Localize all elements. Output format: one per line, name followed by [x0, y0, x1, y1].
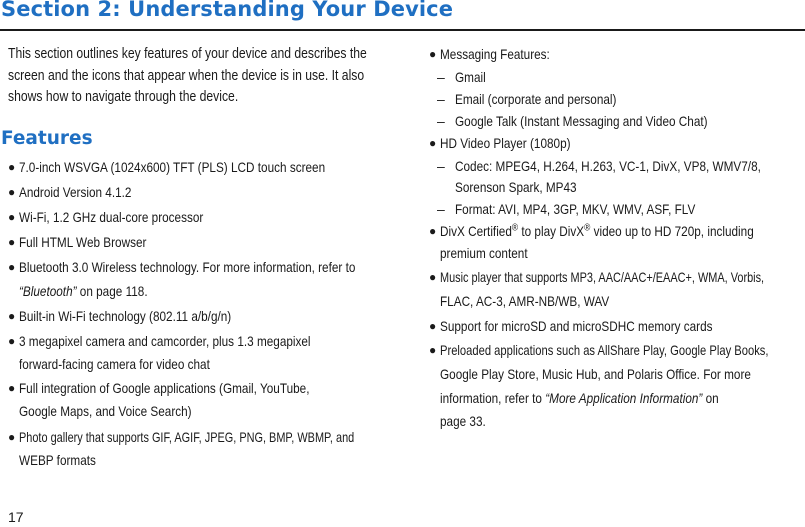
- more-app-info-reference-link[interactable]: “More Application Information”: [545, 390, 703, 406]
- list-item-text: on: [702, 390, 719, 406]
- bullet-icon: ●: [8, 260, 16, 274]
- bullet-icon: ●: [429, 224, 437, 238]
- bullet-icon: ●: [8, 334, 16, 348]
- bullet-icon: ●: [429, 343, 437, 357]
- list-item-text: Photo gallery that supports GIF, AGIF, JPEG, PNG, BMP, WBMP, and: [19, 429, 355, 445]
- bullet-icon: ●: [429, 319, 437, 333]
- sub-list-item-text: Email (corporate and personal): [455, 91, 617, 107]
- bullet-icon: ●: [8, 160, 16, 174]
- sub-list-item-text: Gmail: [455, 69, 486, 85]
- list-item-text: WEBP formats: [19, 452, 96, 468]
- list-item-text: HD Video Player (1080p): [440, 135, 571, 151]
- divx-text: to play DivX: [518, 223, 585, 239]
- list-item-text: 7.0-inch WSVGA (1024x600) TFT (PLS) LCD touch screen: [19, 159, 326, 175]
- list-item-text: Messaging Features:: [440, 46, 550, 62]
- bullet-icon: ●: [8, 210, 16, 224]
- list-item-text: Preloaded applications such as AllShare Play, Google Play Books,: [440, 342, 769, 358]
- bullet-icon: ●: [429, 47, 437, 61]
- bullet-icon: ●: [8, 235, 16, 249]
- registered-mark: ®: [584, 222, 591, 234]
- page-reference: on page 118.: [76, 283, 148, 299]
- dash-icon: –: [437, 201, 445, 217]
- list-item-text: FLAC, AC-3, AMR-NB/WB, WAV: [440, 293, 610, 309]
- dash-icon: –: [437, 113, 445, 129]
- list-item-text: Google Maps, and Voice Search): [19, 403, 192, 419]
- list-item-text: Bluetooth 3.0 Wireless technology. For more information, refer to: [19, 259, 356, 275]
- list-item-text: forward-facing camera for video chat: [19, 356, 210, 372]
- list-item-text: Full integration of Google applications (Gmail, YouTube,: [19, 380, 310, 396]
- list-item-text: Google Play Store, Music Hub, and Polaris Office. For more: [440, 366, 751, 382]
- list-item-text: Built-in Wi-Fi technology (802.11 a/b/g/n): [19, 308, 232, 324]
- sub-list-item-text: Format: AVI, MP4, 3GP, MKV, WMV, ASF, FLV: [455, 201, 696, 217]
- page-reference: page 33.: [440, 413, 486, 429]
- dash-icon: –: [437, 158, 445, 174]
- list-item-text: Android Version 4.1.2: [19, 184, 132, 200]
- list-item-text: Music player that supports MP3, AAC/AAC+/EAAC+, WMA, Vorbis,: [440, 269, 765, 285]
- sub-list-item-text: Codec: MPEG4, H.264, H.263, VC-1, DivX, VP8, WMV7/8,: [455, 158, 761, 174]
- features-heading: Features: [1, 128, 93, 149]
- bullet-icon: ●: [429, 136, 437, 150]
- bluetooth-reference-link[interactable]: “Bluetooth”: [19, 283, 77, 299]
- list-item-text: Full HTML Web Browser: [19, 234, 147, 250]
- list-item-text: information, refer to: [440, 390, 546, 406]
- intro-paragraph: This section outlines key features of your device and describes the screen and the icons that appear when the device is in use. It also shows how to navigate through the device.: [8, 46, 367, 105]
- divx-video-text: video up to HD 720p, including: [590, 223, 754, 239]
- list-item-text: premium content: [440, 245, 528, 261]
- list-item-text: Support for microSD and microSDHC memory cards: [440, 318, 713, 334]
- sub-list-item-text: Sorenson Spark, MP43: [455, 179, 577, 195]
- bullet-icon: ●: [8, 430, 16, 444]
- list-item-text: Wi-Fi, 1.2 GHz dual-core processor: [19, 209, 204, 225]
- page-number: 17: [8, 509, 24, 525]
- bullet-icon: ●: [429, 270, 437, 284]
- bullet-icon: ●: [8, 309, 16, 323]
- list-item-text: 3 megapixel camera and camcorder, plus 1.3 megapixel: [19, 333, 311, 349]
- bullet-icon: ●: [8, 381, 16, 395]
- dash-icon: –: [437, 91, 445, 107]
- registered-mark: ®: [511, 222, 519, 234]
- header-rule: [0, 29, 805, 31]
- sub-list-item-text: Google Talk (Instant Messaging and Video Chat): [455, 113, 708, 129]
- dash-icon: –: [437, 69, 445, 85]
- section-title: Section 2: Understanding Your Device: [1, 0, 454, 21]
- bullet-icon: ●: [8, 185, 16, 199]
- divx-certified-text: DivX Certified: [440, 223, 512, 239]
